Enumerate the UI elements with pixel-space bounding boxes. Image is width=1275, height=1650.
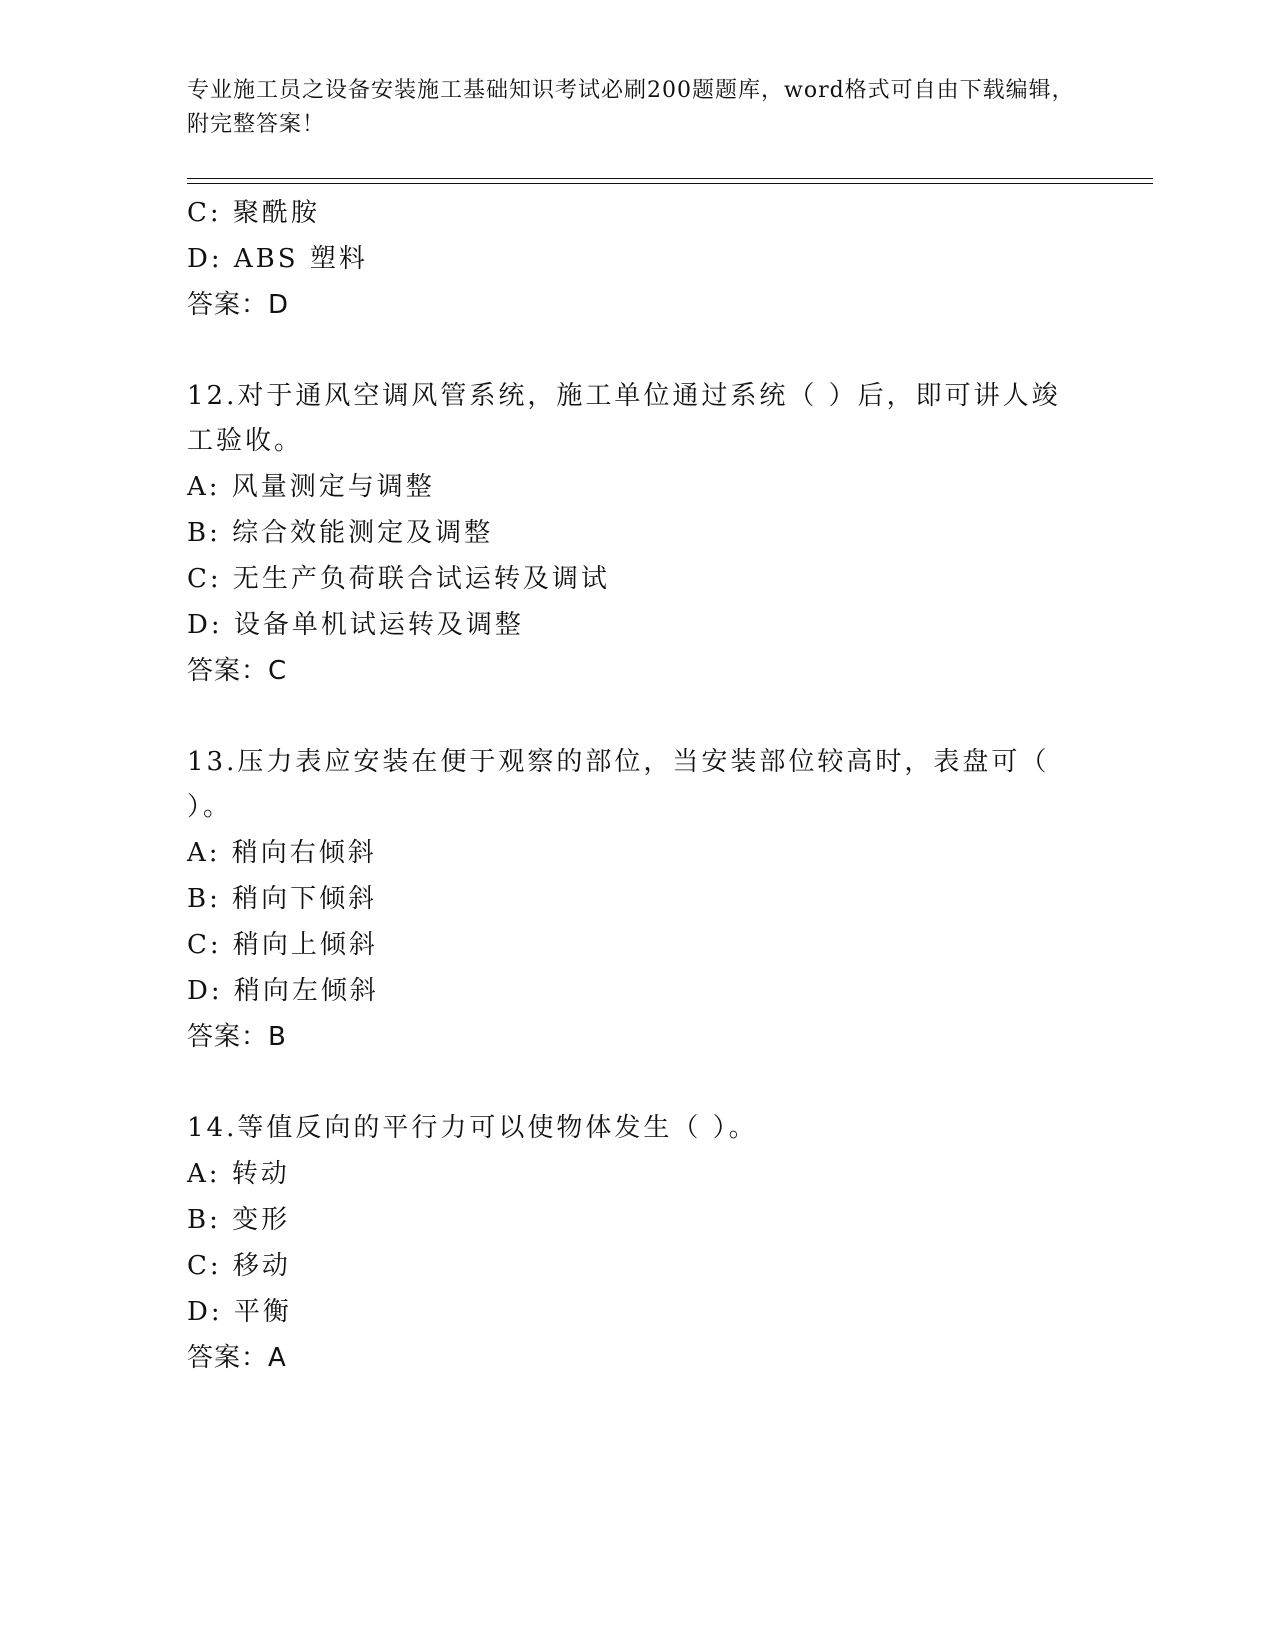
question-stem: 14.等值反向的平行力可以使物体发生（ ）。 [187,1113,758,1143]
option-b: B: 稍向下倾斜 [187,884,378,914]
header-rule-bottom [187,183,1153,184]
question-13 [187,740,1087,1060]
option-a: A: 稍向右倾斜 [187,838,377,868]
answer-line: 答案：A [187,1343,287,1373]
question-fragment-11 [187,190,1087,328]
question-stem: 12.对于通风空调风管系统，施工单位通过系统（ ）后，即可讲人竣工验收。 [187,381,1061,456]
option-b: B: 综合效能测定及调整 [187,518,494,548]
answer-line: 答案：D [187,290,290,320]
question-12 [187,374,1087,694]
option-d: D: 稍向左倾斜 [187,976,379,1006]
option-c: C: 移动 [187,1251,291,1281]
option-c: C: 无生产负荷联合试运转及调试 [187,564,610,594]
option-d: D: 平衡 [187,1297,292,1327]
document-body [187,190,1087,1381]
document-header: 专业施工员之设备安装施工基础知识考试必刷200题题库，word格式可自由下载编辑，附完整答案！ [187,78,1075,137]
option-d: D: 设备单机试运转及调整 [187,610,524,640]
option-b: B: 变形 [187,1205,291,1235]
option-c: C: 聚酰胺 [187,198,320,228]
header-rule-top [187,178,1153,179]
option-a: A: 风量测定与调整 [187,472,435,502]
option-d: D: ABS 塑料 [187,244,368,274]
question-stem: 13.压力表应安装在便于观察的部位，当安装部位较高时，表盘可（ ）。 [187,747,1050,822]
option-c: C: 稍向上倾斜 [187,930,378,960]
option-a: A: 转动 [187,1159,290,1189]
question-14 [187,1106,1087,1381]
answer-line: 答案：C [187,656,288,686]
answer-line: 答案：B [187,1022,287,1052]
